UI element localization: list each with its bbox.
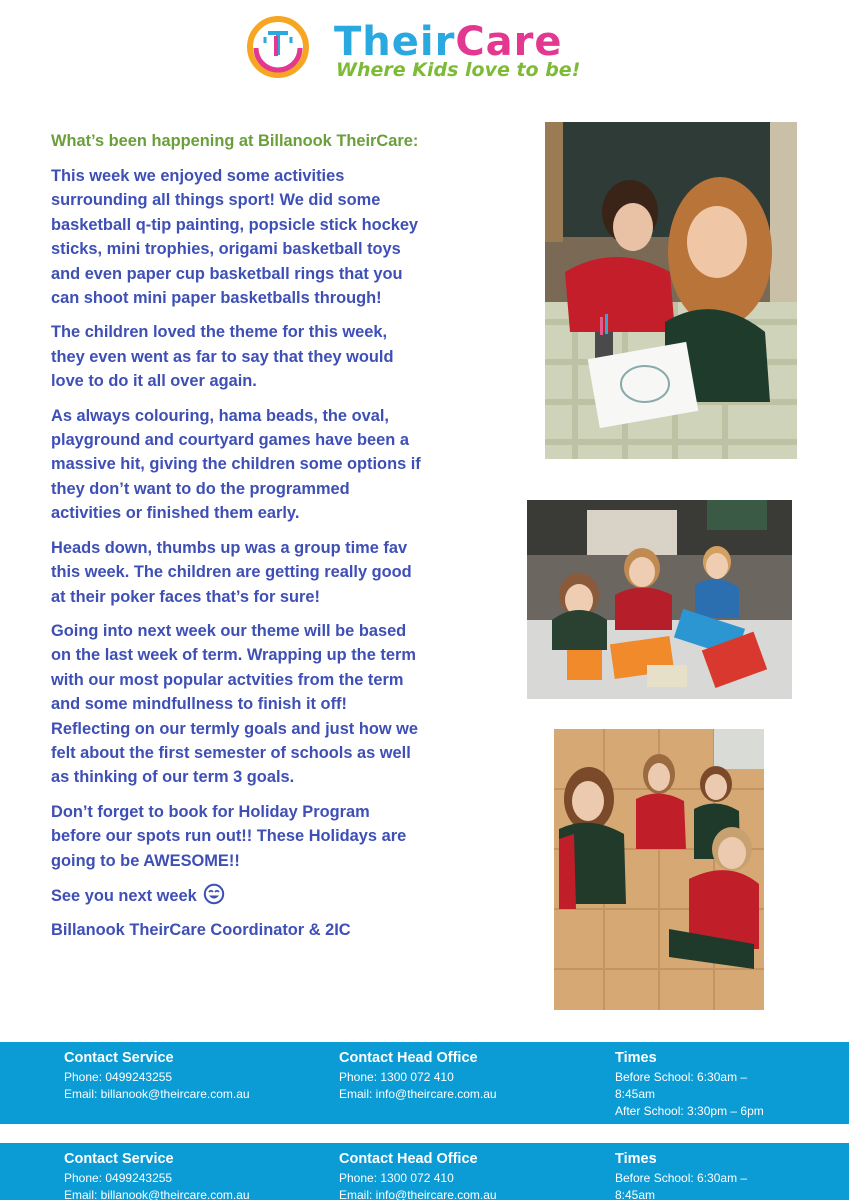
- closing-text: See you next week: [51, 886, 197, 905]
- paragraph-group-time: Heads down, thumbs up was a group time fav this week. The children are getting really good at their poker faces that’s for sure!: [51, 538, 412, 606]
- times-title: Times: [615, 1151, 657, 1167]
- times-block: [615, 1151, 795, 1204]
- contact-service-block: [64, 1050, 314, 1103]
- paragraph-regular-activities: As always colouring, hama beads, the oval, playground and courtyard games have been a massive hit, giving the children some options if they don’t want to do the programmed activities or finished them early.: [51, 406, 421, 523]
- paragraph-next-week: Going into next week our theme will be based on the last week of term. Wrapping up the term with our most popular actvities from the term and some mindfullness to finish it off! Reflecting on our termly goals and just how we felt about the first semester of schools as well as thinking of our term 3 goals.: [51, 621, 419, 787]
- head-office-title: Contact Head Office: [339, 1050, 478, 1066]
- article-heading: What’s been happening at Billanook TheirCare:: [51, 132, 419, 150]
- brand-name: [334, 19, 563, 65]
- times-block: [615, 1050, 795, 1120]
- newsletter-article: [51, 131, 471, 953]
- brand-tagline: Where Kids love to be!: [336, 59, 581, 81]
- contact-service-block: [64, 1151, 314, 1204]
- head-office-email: Email: info@theircare.com.au: [339, 1188, 497, 1202]
- theircare-logo: [244, 14, 581, 84]
- photo-girls-colouring: [545, 122, 797, 459]
- head-office-phone: Phone: 1300 072 410: [339, 1070, 454, 1084]
- photo-children-sitting-floor: [554, 729, 764, 1010]
- smiling-face-icon: [203, 883, 225, 905]
- paragraph-sport-activities: This week we enjoyed some activities surrounding all things sport! We did some basketball q-tip painting, popsicle stick hockey sticks, mini trophies, origami basketball toys and even paper cup basketball rings that you can shoot mini paper basketballs through!: [51, 167, 419, 308]
- signature: Billanook TheirCare Coordinator & 2IC: [51, 921, 351, 940]
- contact-service-title: Contact Service: [64, 1151, 174, 1167]
- times-before-school-end: 8:45am: [615, 1188, 656, 1202]
- closing-line: [51, 883, 471, 908]
- footer-contact-bar-repeat: [0, 1143, 849, 1200]
- times-title: Times: [615, 1050, 657, 1066]
- contact-service-phone: Phone: 0499243255: [64, 1070, 173, 1084]
- head-office-title: Contact Head Office: [339, 1151, 478, 1167]
- contact-service-email: Email: billanook@theircare.com.au: [64, 1087, 250, 1101]
- theircare-logo-icon: [244, 16, 314, 78]
- footer-contact-bar: [0, 1042, 849, 1124]
- paragraph-theme-feedback: The children loved the theme for this week, they even went as far to say that they would love to do it all over again.: [51, 323, 394, 391]
- times-after-school: After School: 3:30pm – 6pm: [615, 1104, 764, 1118]
- paragraph-holiday-program: Don’t forget to book for Holiday Program before our spots run out!! These Holidays are going to be AWESOME!!: [51, 802, 407, 870]
- times-before-school: Before School: 6:30am –: [615, 1070, 748, 1084]
- head-office-email: Email: info@theircare.com.au: [339, 1087, 497, 1101]
- brand-name-part2: Care: [455, 19, 563, 65]
- head-office-block: [339, 1151, 589, 1204]
- contact-service-phone: Phone: 0499243255: [64, 1171, 173, 1185]
- brand-name-part1: Their: [334, 19, 456, 65]
- head-office-block: [339, 1050, 589, 1103]
- contact-service-email: Email: billanook@theircare.com.au: [64, 1188, 250, 1202]
- photo-children-craft-table: [527, 500, 792, 699]
- times-before-school-end: 8:45am: [615, 1087, 656, 1101]
- contact-service-title: Contact Service: [64, 1050, 174, 1066]
- times-before-school: Before School: 6:30am –: [615, 1171, 748, 1185]
- head-office-phone: Phone: 1300 072 410: [339, 1171, 454, 1185]
